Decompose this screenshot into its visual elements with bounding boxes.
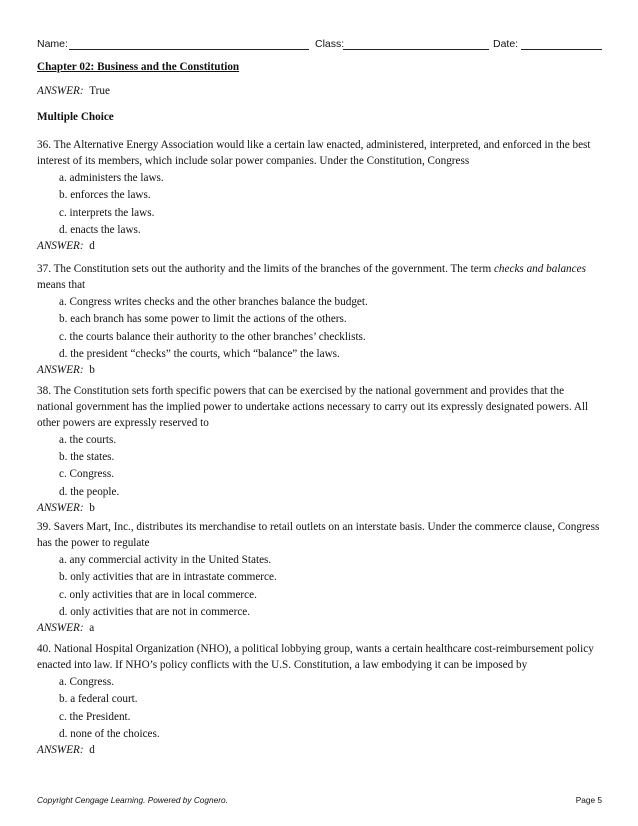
answer-line (37, 621, 602, 637)
answer-label: ANSWER: (37, 501, 84, 514)
option-b: b. only activities that are in intrastate commerce. (59, 571, 277, 584)
question-number: 36. (37, 139, 51, 151)
option-a: a. the courts. (59, 433, 117, 446)
question-36 (37, 138, 602, 255)
option-c: c. interprets the laws. (59, 206, 155, 219)
option-b: b. enforces the laws. (59, 189, 151, 202)
question-text: The Constitution sets forth specific powers that can be exercised by the national government and provides that the national government has the implied power to undertake actions necessary to carry out its expressly designated powers. All other powers are expressly reserved to (37, 385, 589, 429)
option-list (37, 553, 602, 621)
question-stem (37, 642, 602, 674)
option-b: b. each branch has some power to limit the actions of the others. (59, 313, 347, 326)
class-blank[interactable] (343, 49, 489, 50)
question-39 (37, 520, 602, 637)
question-number: 40. (37, 643, 51, 655)
date-label: Date: (493, 38, 519, 50)
option-d: d. enacts the laws. (59, 223, 141, 236)
answer-value: True (89, 85, 110, 97)
option-list (37, 675, 602, 743)
question-38 (37, 384, 602, 516)
option-d: d. only activities that are not in commerce. (59, 605, 251, 618)
question-text: National Hospital Organization (NHO), a political lobbying group, wants a certain healthcare cost-reimbursement policy enacted into law. If NHO’s policy conflicts with the U.S. Constitution, a law embodying it can be imposed by (37, 643, 594, 671)
question-emphasis: checks and balances (493, 263, 586, 275)
option-c: c. only activities that are in local commerce. (59, 588, 257, 601)
option-d: d. the people. (59, 485, 120, 498)
option-c: c. the courts balance their authority to the other branches’ checklists. (59, 330, 366, 343)
question-text: The Alternative Energy Association would like a certain law enacted, administered, interpreted, and enforced in the best interest of its members, which include solar power companies. Under the Constitution, Congress (37, 139, 591, 167)
section-heading: Multiple Choice (37, 111, 114, 123)
answer-label: ANSWER: (37, 743, 84, 756)
answer-line (37, 363, 602, 379)
option-d: d. none of the choices. (59, 727, 160, 740)
answer-value: d (89, 743, 95, 756)
page-footer (37, 795, 602, 809)
page-number: Page 5 (575, 795, 602, 805)
option-a: a. administers the laws. (59, 172, 164, 185)
header-row (37, 38, 602, 52)
option-list (37, 433, 602, 501)
option-list (37, 295, 602, 363)
class-label: Class: (315, 38, 345, 50)
option-b: b. a federal court. (59, 693, 138, 706)
question-text: The Constitution sets out the authority and the limits of the branches of the government. The term (53, 263, 492, 275)
answer-value: a (89, 621, 95, 634)
question-stem (37, 138, 602, 170)
question-stem (37, 262, 602, 294)
copyright-text: Copyright Cengage Learning. Powered by Cognero. (37, 795, 228, 805)
option-a: a. Congress. (59, 676, 114, 689)
answer-line (37, 743, 602, 759)
option-b: b. the states. (59, 451, 115, 464)
option-c: c. the President. (59, 710, 131, 723)
answer-label: ANSWER: (37, 363, 84, 376)
date-blank[interactable] (521, 49, 602, 50)
answer-label: ANSWER: (37, 621, 84, 634)
question-number: 38. (37, 385, 51, 397)
answer-label: ANSWER: (37, 85, 84, 97)
name-blank[interactable] (69, 49, 309, 50)
question-number: 37. (37, 263, 51, 275)
option-list (37, 171, 602, 239)
question-37 (37, 262, 602, 379)
answer-label: ANSWER: (37, 239, 84, 252)
answer-value: b (89, 363, 95, 376)
answer-value: d (89, 239, 95, 252)
question-stem (37, 384, 602, 431)
answer-line (37, 501, 602, 517)
question-number: 39. (37, 521, 51, 533)
option-a: a. Congress writes checks and the other branches balance the budget. (59, 296, 368, 309)
question-text: Savers Mart, Inc., distributes its merchandise to retail outlets on an interstate basis. Under the commerce clause, Congress has the power to regulate (37, 521, 600, 549)
document-page (37, 0, 602, 826)
question-40 (37, 642, 602, 759)
option-c: c. Congress. (59, 468, 114, 481)
previous-answer (37, 84, 602, 100)
option-a: a. any commercial activity in the United States. (59, 554, 272, 567)
answer-line (37, 239, 602, 255)
option-d: d. the president “checks” the courts, which “balance” the laws. (59, 347, 340, 360)
chapter-title: Chapter 02: Business and the Constitution (37, 61, 240, 73)
name-label: Name: (37, 38, 68, 50)
question-stem (37, 520, 602, 552)
question-text-end: means that (37, 278, 86, 291)
answer-value: b (89, 501, 95, 514)
